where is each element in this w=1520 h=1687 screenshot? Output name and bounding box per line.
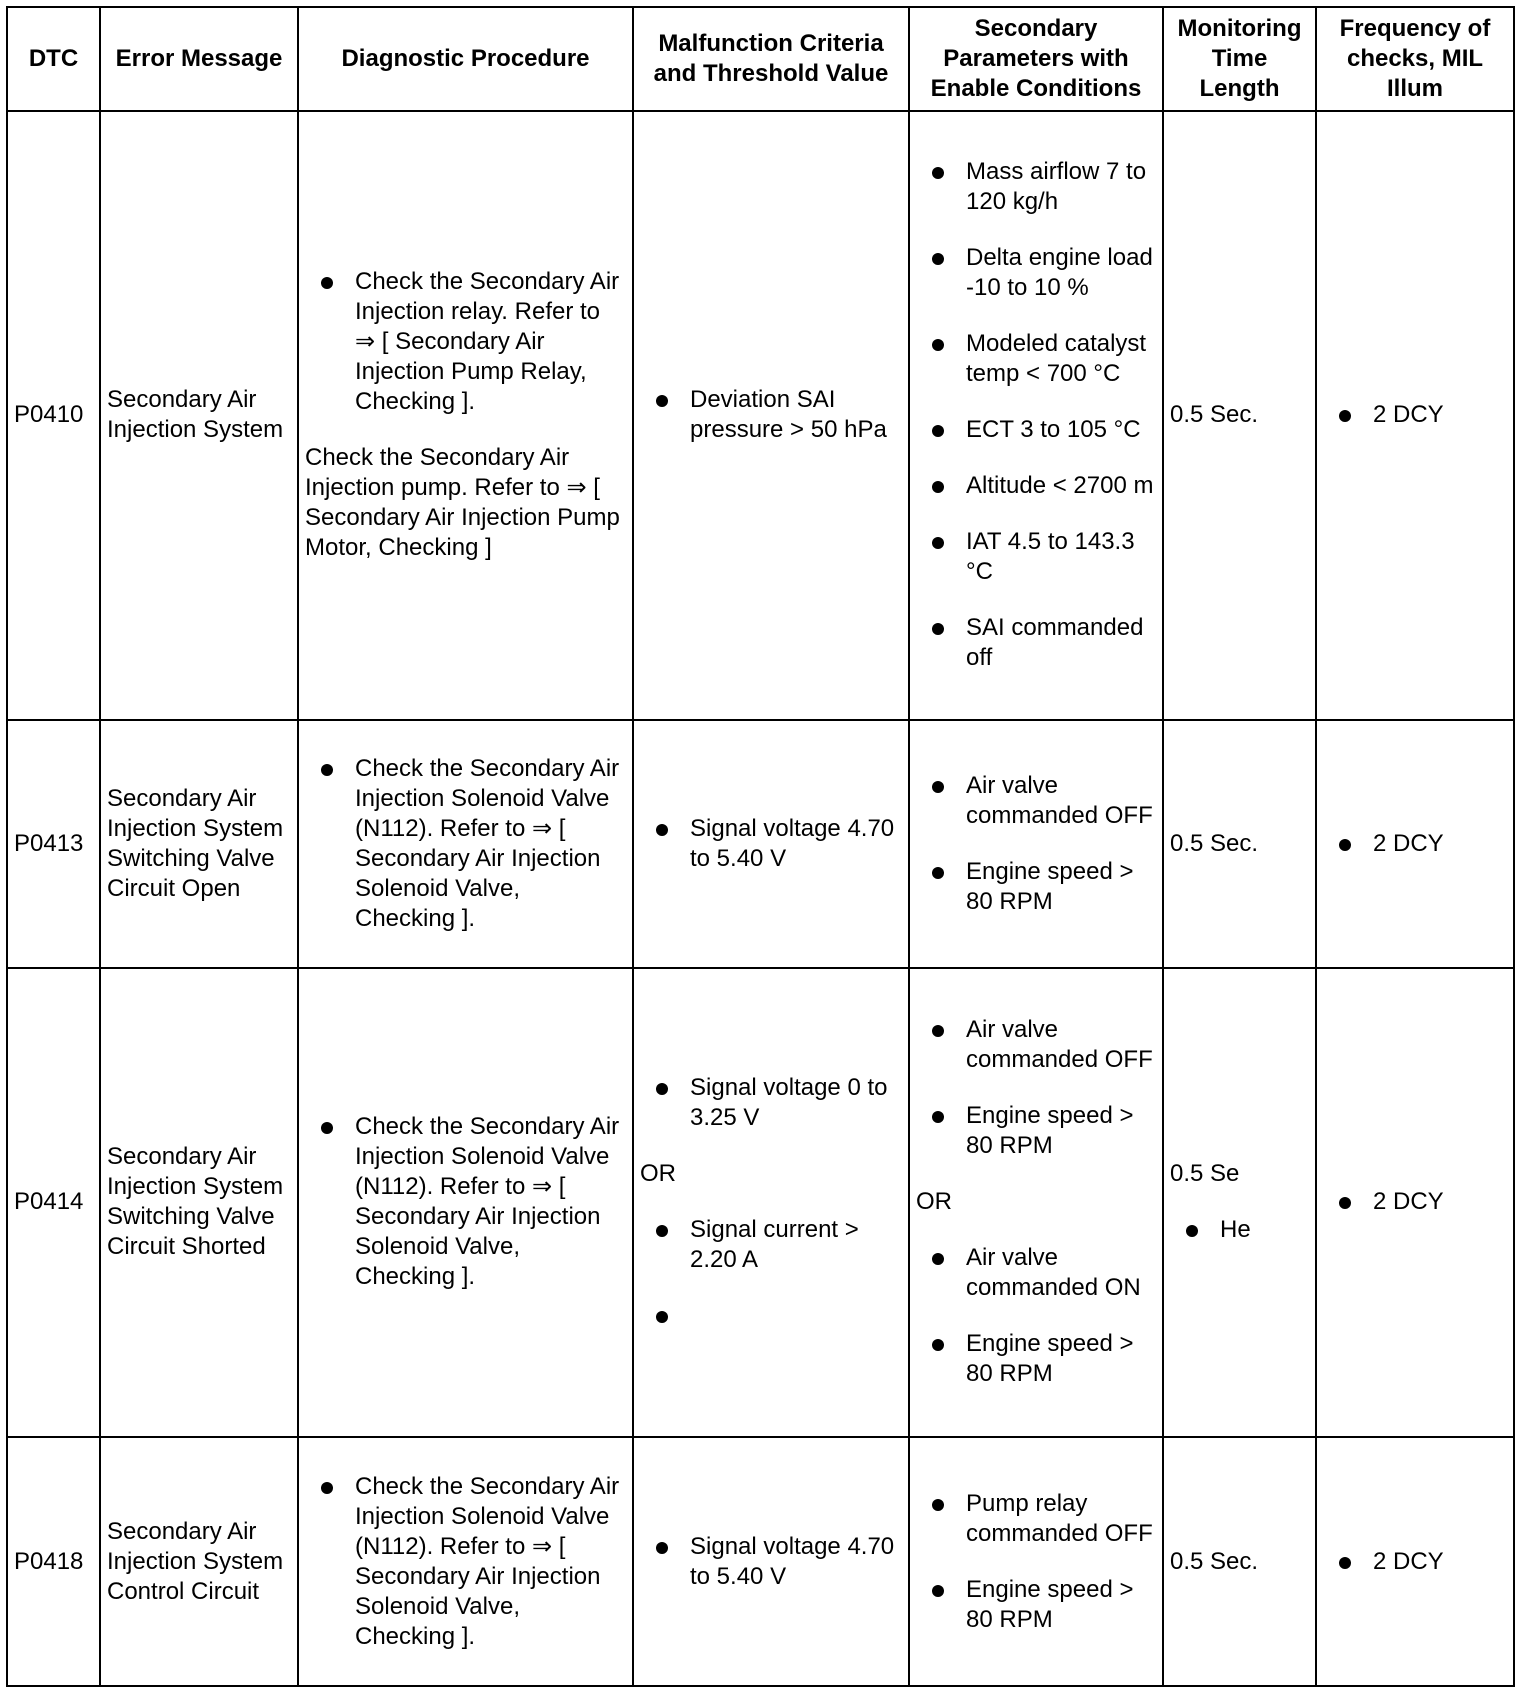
spacer bbox=[916, 587, 1156, 613]
bullet-item: IAT 4.5 to 143.3 °C bbox=[916, 527, 1156, 587]
bullet-item: SAI commanded off bbox=[916, 613, 1156, 673]
bullet-item: Air valve commanded OFF bbox=[916, 1015, 1156, 1075]
spacer bbox=[916, 1549, 1156, 1575]
cell-criteria bbox=[633, 968, 909, 1437]
cell-time bbox=[1163, 968, 1316, 1437]
bullet-item bbox=[640, 1301, 902, 1331]
bullet-item: Check the Secondary Air Injection relay. Refer to ⇒ [ Secondary Air Injection Pump Relay, Checking ]. bbox=[305, 267, 626, 417]
spacer bbox=[916, 831, 1156, 857]
bullet-item: Engine speed > 80 RPM bbox=[916, 1575, 1156, 1635]
cell-secondary bbox=[909, 968, 1163, 1437]
header-error-message: Error Message bbox=[100, 7, 298, 111]
cell-freq bbox=[1316, 111, 1514, 720]
spacer bbox=[916, 1217, 1156, 1243]
spacer bbox=[640, 1275, 902, 1301]
header-secondary-parameters: Secondary Parameters with Enable Conditions bbox=[909, 7, 1163, 111]
table-row bbox=[7, 968, 1514, 1437]
bullet-item: 2 DCY bbox=[1323, 1187, 1507, 1217]
bullet-item: 2 DCY bbox=[1323, 829, 1507, 859]
cell-criteria bbox=[633, 1437, 909, 1686]
cell-secondary bbox=[909, 111, 1163, 720]
bullet-item: Mass airflow 7 to 120 kg/h bbox=[916, 157, 1156, 217]
bullet-item: Check the Secondary Air Injection Solenoid Valve (N112). Refer to ⇒ [ Secondary Air Injection Solenoid Valve, Checking ]. bbox=[305, 754, 626, 934]
cell-time bbox=[1163, 1437, 1316, 1686]
spacer bbox=[916, 1161, 1156, 1187]
bullet-item: Deviation SAI pressure > 50 hPa bbox=[640, 385, 902, 445]
header-monitoring-time: Monitoring Time Length bbox=[1163, 7, 1316, 111]
cell-criteria bbox=[633, 720, 909, 968]
cell-freq bbox=[1316, 1437, 1514, 1686]
bullet-item: Delta engine load -10 to 10 % bbox=[916, 243, 1156, 303]
bullet-item: Engine speed > 80 RPM bbox=[916, 1329, 1156, 1389]
text-item: 0.5 Sec. bbox=[1170, 401, 1259, 429]
table-row bbox=[7, 1437, 1514, 1686]
table-row bbox=[7, 111, 1514, 720]
bullet-item: Engine speed > 80 RPM bbox=[916, 857, 1156, 917]
cell-procedure bbox=[298, 111, 633, 720]
cell-time bbox=[1163, 111, 1316, 720]
header-frequency: Frequency of checks, MIL Illum bbox=[1316, 7, 1514, 111]
bullet-item: He bbox=[1170, 1215, 1309, 1245]
spacer bbox=[916, 1075, 1156, 1101]
bullet-item: Air valve commanded OFF bbox=[916, 771, 1156, 831]
bullet-item: Signal current > 2.20 A bbox=[640, 1215, 902, 1275]
spacer bbox=[640, 1189, 902, 1215]
cell-dtc: P0414 bbox=[7, 968, 100, 1437]
cell-dtc: P0410 bbox=[7, 111, 100, 720]
text-item: OR bbox=[640, 1160, 676, 1188]
spacer bbox=[916, 445, 1156, 471]
cell-procedure bbox=[298, 720, 633, 968]
spacer bbox=[305, 417, 626, 443]
spacer bbox=[916, 1303, 1156, 1329]
spacer bbox=[916, 501, 1156, 527]
cell-error: Secondary Air Injection System Control Circuit bbox=[100, 1437, 298, 1686]
bullet-item: Check the Secondary Air Injection Solenoid Valve (N112). Refer to ⇒ [ Secondary Air Injection Solenoid Valve, Checking ]. bbox=[305, 1472, 626, 1652]
cell-dtc: P0418 bbox=[7, 1437, 100, 1686]
text-item: 0.5 Se bbox=[1170, 1160, 1240, 1188]
bullet-item: Modeled catalyst temp < 700 °C bbox=[916, 329, 1156, 389]
header-dtc: DTC bbox=[7, 7, 100, 111]
cell-secondary bbox=[909, 720, 1163, 968]
bullet-item: Signal voltage 4.70 to 5.40 V bbox=[640, 1532, 902, 1592]
cell-error: Secondary Air Injection System Switching Valve Circuit Shorted bbox=[100, 968, 298, 1437]
bullet-item: Signal voltage 4.70 to 5.40 V bbox=[640, 814, 902, 874]
header-malfunction-criteria: Malfunction Criteria and Threshold Value bbox=[633, 7, 909, 111]
bullet-item: 2 DCY bbox=[1323, 400, 1507, 430]
header-row bbox=[7, 7, 1514, 111]
bullet-item: Check the Secondary Air Injection Solenoid Valve (N112). Refer to ⇒ [ Secondary Air Injection Solenoid Valve, Checking ]. bbox=[305, 1112, 626, 1292]
cell-secondary bbox=[909, 1437, 1163, 1686]
dtc-table bbox=[6, 6, 1515, 1687]
text-item: 0.5 Sec. bbox=[1170, 829, 1259, 857]
cell-freq bbox=[1316, 968, 1514, 1437]
bullet-item: Air valve commanded ON bbox=[916, 1243, 1156, 1303]
bullet-item: Engine speed > 80 RPM bbox=[916, 1101, 1156, 1161]
text-item: Check the Secondary Air Injection pump. Refer to ⇒ [ Secondary Air Injection Pump Motor, Checking ] bbox=[305, 444, 620, 562]
bullet-item: 2 DCY bbox=[1323, 1547, 1507, 1577]
table-row bbox=[7, 720, 1514, 968]
cell-error: Secondary Air Injection System Switching Valve Circuit Open bbox=[100, 720, 298, 968]
bullet-item: ECT 3 to 105 °C bbox=[916, 415, 1156, 445]
bullet-item: Pump relay commanded OFF bbox=[916, 1489, 1156, 1549]
cell-error: Secondary Air Injection System bbox=[100, 111, 298, 720]
text-item: 0.5 Sec. bbox=[1170, 1547, 1259, 1575]
spacer bbox=[916, 303, 1156, 329]
spacer bbox=[916, 217, 1156, 243]
spacer bbox=[1170, 1189, 1309, 1215]
cell-time bbox=[1163, 720, 1316, 968]
bullet-item: Altitude < 2700 m bbox=[916, 471, 1156, 501]
spacer bbox=[640, 1133, 902, 1159]
spacer bbox=[916, 389, 1156, 415]
cell-dtc: P0413 bbox=[7, 720, 100, 968]
table-body bbox=[7, 111, 1514, 1686]
text-item: OR bbox=[916, 1188, 952, 1216]
cell-criteria bbox=[633, 111, 909, 720]
bullet-item: Signal voltage 0 to 3.25 V bbox=[640, 1073, 902, 1133]
cell-procedure bbox=[298, 968, 633, 1437]
cell-freq bbox=[1316, 720, 1514, 968]
header-diagnostic-procedure: Diagnostic Procedure bbox=[298, 7, 633, 111]
cell-procedure bbox=[298, 1437, 633, 1686]
